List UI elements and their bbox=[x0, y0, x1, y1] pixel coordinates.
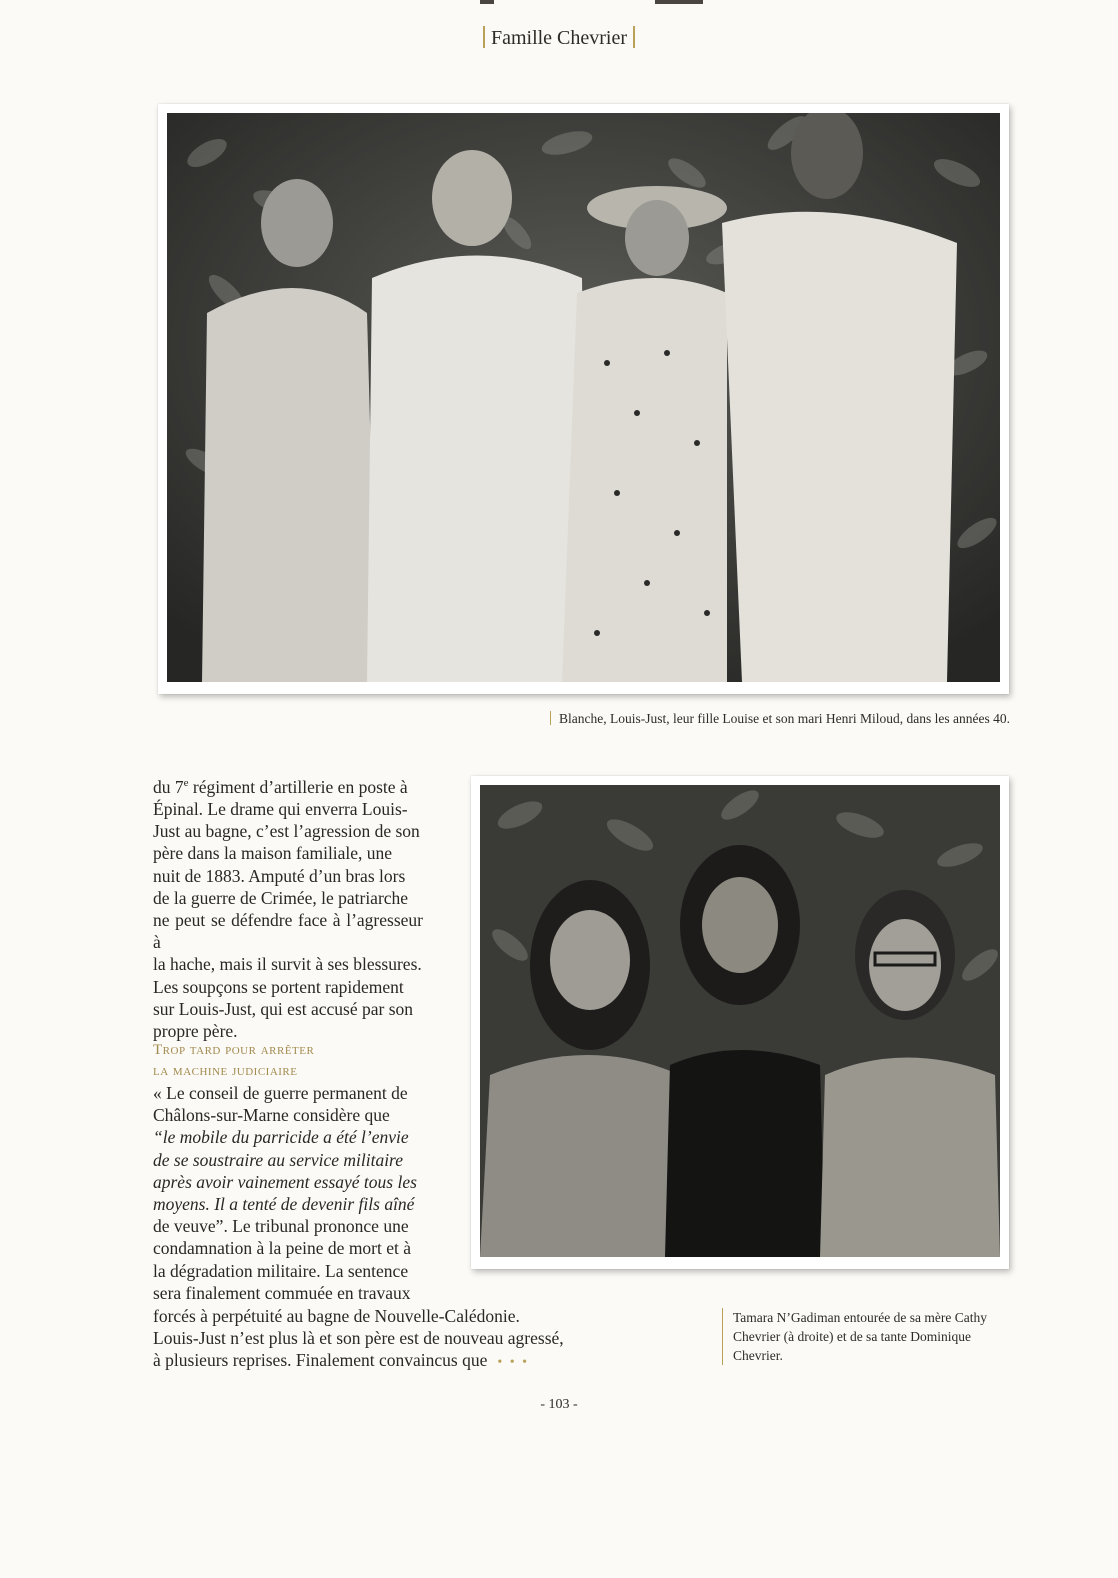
bottom-photo bbox=[480, 785, 1000, 1257]
bottom-photo-frame bbox=[471, 776, 1009, 1269]
para1-line: la hache, mais il survit à ses blessures. bbox=[153, 954, 422, 975]
para1-line: du 7e régiment d’artillerie en poste à bbox=[153, 776, 408, 797]
bottom-photo-caption bbox=[722, 1308, 1033, 1365]
para1-line: père dans la maison familiale, une bbox=[153, 843, 393, 864]
para2-line: de veuve”. Le tribunal prononce une bbox=[153, 1216, 409, 1237]
wide-line: forcés à perpétuité au bagne de Nouvelle-Calédonie. bbox=[153, 1306, 520, 1326]
header-bar-left bbox=[483, 26, 485, 48]
caption-bar bbox=[550, 711, 551, 725]
para2-line: moyens. Il a tenté de devenir fils aîné bbox=[153, 1194, 415, 1215]
subhead-line: Trop tard pour arrêter bbox=[153, 1042, 315, 1058]
para2-line: “le mobile du parricide a été l’envie bbox=[153, 1127, 409, 1148]
family-portrait-1940s-photo bbox=[167, 113, 1000, 682]
para2-line: condamnation à la peine de mort et à bbox=[153, 1238, 412, 1259]
top-photo-caption bbox=[500, 711, 1010, 727]
wide-line: Louis-Just n’est plus là et son père est de nouveau agressé, bbox=[153, 1328, 564, 1349]
running-header bbox=[0, 26, 1118, 50]
para1-line: propre père. bbox=[153, 1021, 238, 1042]
top-photo bbox=[167, 113, 1000, 682]
para1-line: de la guerre de Crimée, le patriarche bbox=[153, 887, 409, 908]
caption-line: Chevrier (à droite) et de sa tante Dominique bbox=[733, 1329, 972, 1344]
page-number: - 103 - bbox=[540, 1397, 578, 1412]
para1-line: Les soupçons se portent rapidement bbox=[153, 976, 404, 997]
para2-line: la dégradation militaire. La sentence bbox=[153, 1260, 409, 1281]
wide-line-last bbox=[153, 1349, 533, 1374]
header-title: Famille Chevrier bbox=[490, 27, 628, 49]
top-photo-frame bbox=[158, 104, 1009, 694]
section-subheading bbox=[153, 1040, 433, 1082]
top-caption-text: Blanche, Louis-Just, leur fille Louise et son mari Henri Miloud, dans les années 40. bbox=[558, 711, 1010, 726]
top-rule-left bbox=[480, 0, 494, 4]
para2-line: après avoir vainement essayé tous les bbox=[153, 1171, 417, 1192]
para1-line: sur Louis-Just, qui est accusé par son bbox=[153, 998, 414, 1019]
para2-line: sera finalement commuée en travaux bbox=[153, 1282, 411, 1303]
article-wide-lines bbox=[153, 1305, 564, 1375]
caption-line: Chevrier. bbox=[733, 1348, 783, 1363]
three-women-portrait-photo bbox=[480, 785, 1000, 1257]
header-bar-right bbox=[633, 26, 635, 48]
subhead-line: la machine judiciaire bbox=[153, 1063, 298, 1079]
article-paragraph-1 bbox=[153, 772, 423, 1042]
para1-line: Just au bagne, c’est l’agression de son bbox=[153, 821, 420, 842]
caption-line: Tamara N’Gadiman entourée de sa mère Cathy bbox=[733, 1310, 987, 1325]
para1-line: nuit de 1883. Amputé d’un bras lors bbox=[153, 865, 406, 886]
para1-line: Épinal. Le drame qui enverra Louis- bbox=[153, 799, 408, 820]
top-rule-right bbox=[655, 0, 703, 4]
para2-line: de se soustraire au service militaire bbox=[153, 1149, 403, 1170]
para1-line: ne peut se défendre face à l’agresseur à bbox=[153, 910, 423, 953]
para2-line: Châlons-sur-Marne considère que bbox=[153, 1105, 390, 1126]
continuation-dots: • • • bbox=[497, 1355, 530, 1371]
para2-line: « Le conseil de guerre permanent de bbox=[153, 1083, 408, 1103]
wide-line-text: à plusieurs reprises. Finalement convaincus que bbox=[153, 1350, 488, 1371]
article-paragraph-2 bbox=[153, 1082, 428, 1304]
